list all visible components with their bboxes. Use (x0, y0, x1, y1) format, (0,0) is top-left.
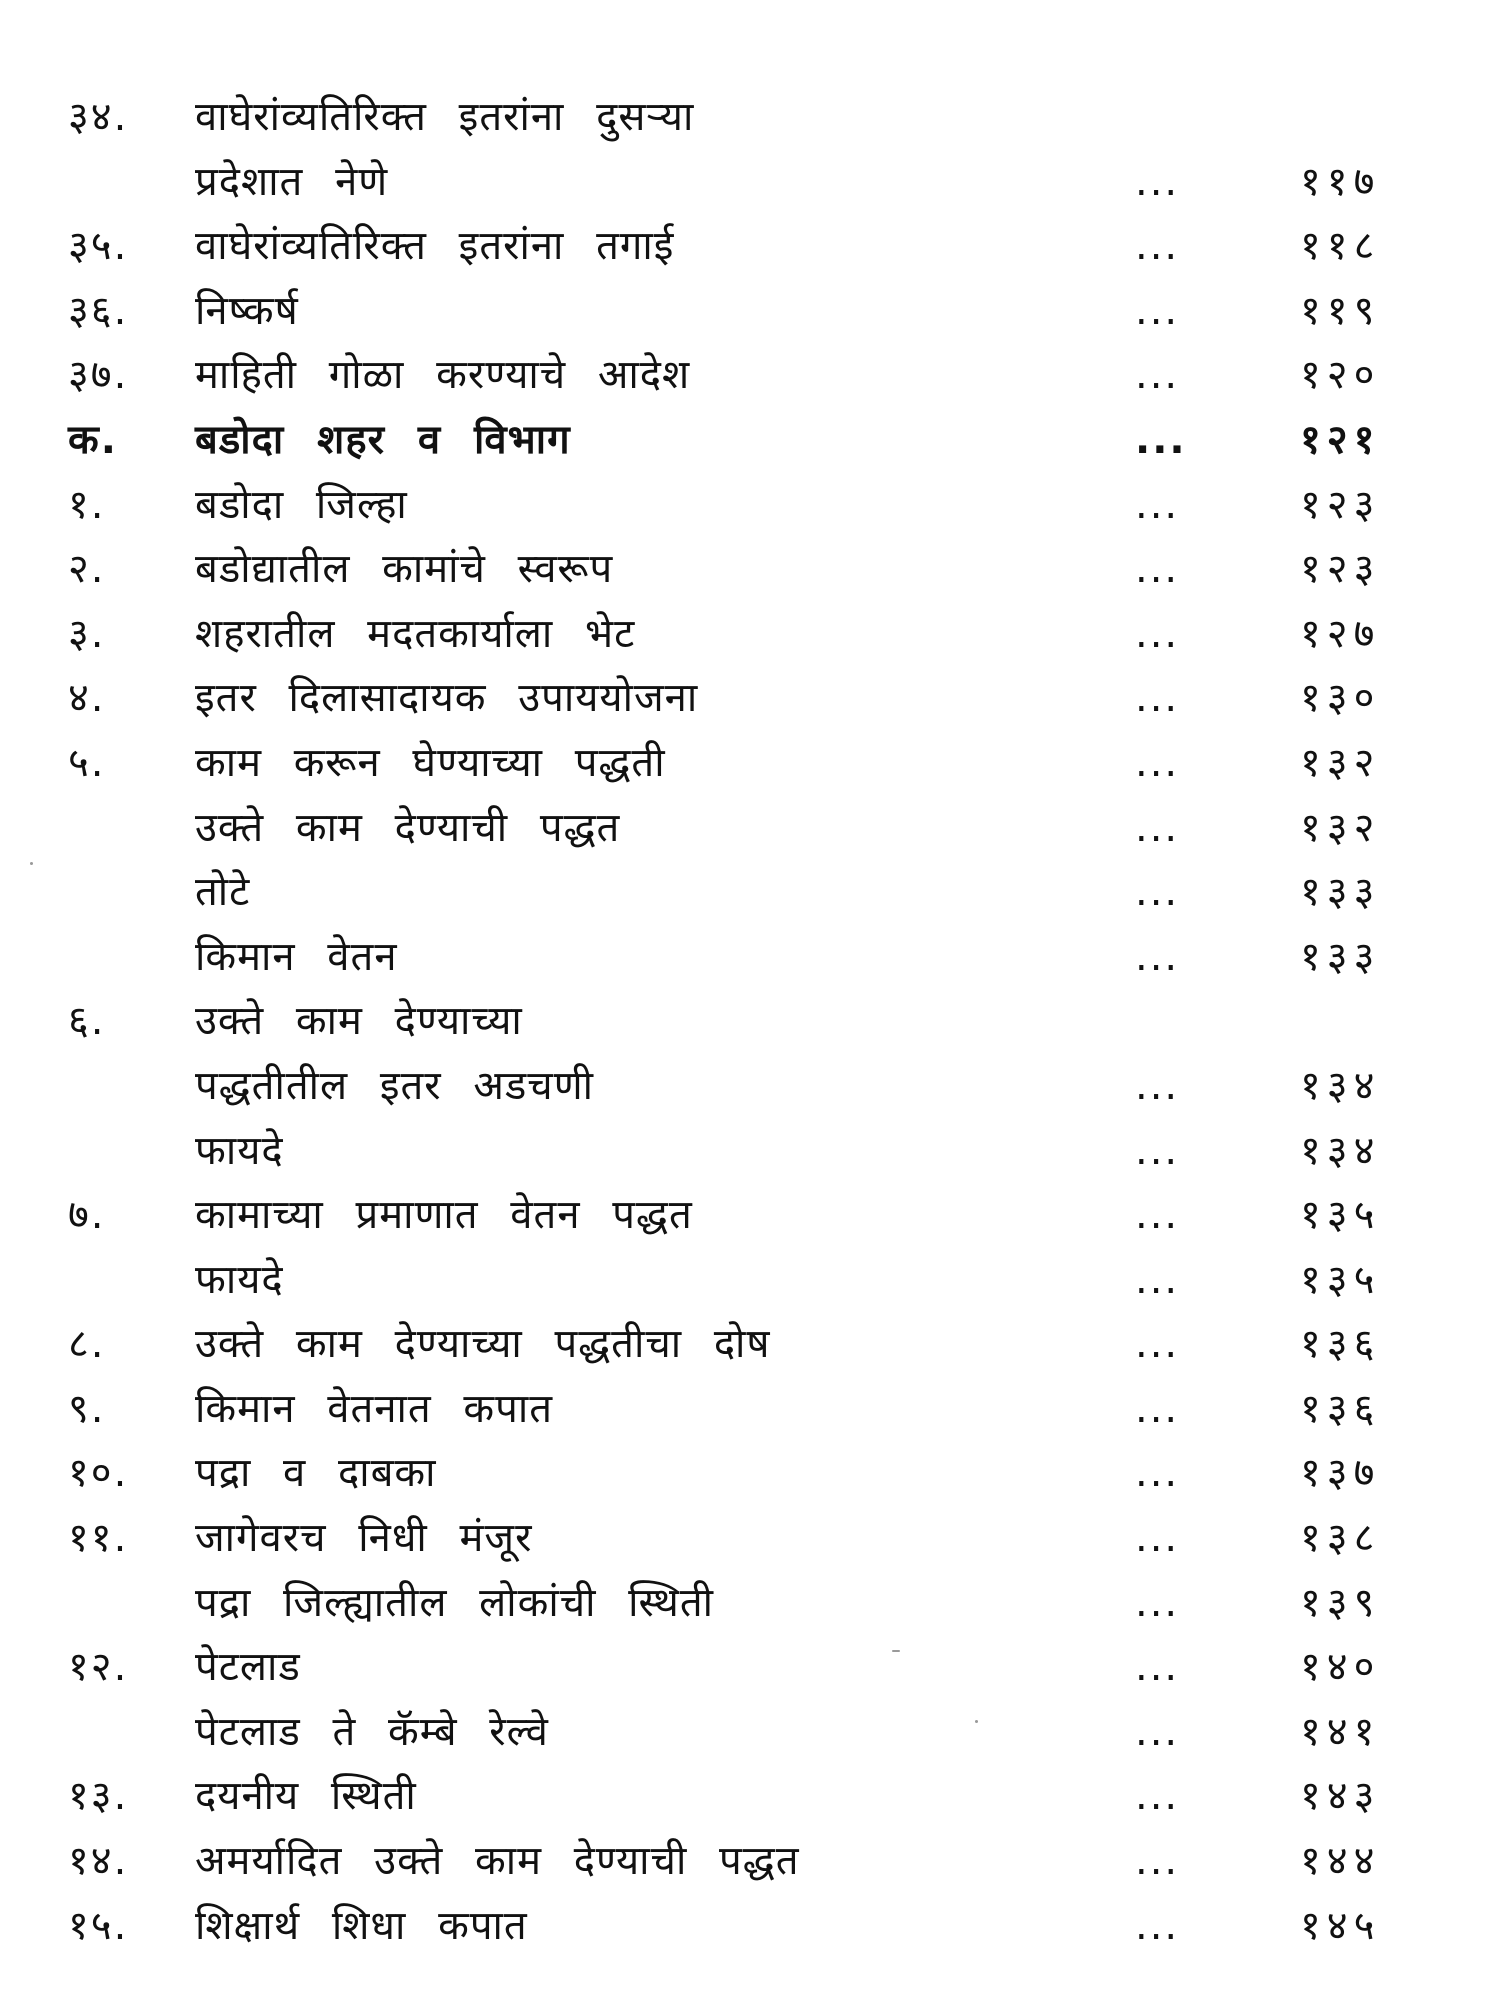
entry-page-number: १३२ (1300, 739, 1381, 786)
entry-number: ३५. (68, 223, 129, 270)
toc-entry (0, 214, 1500, 279)
entry-title: पद्धतीतील इतर अडचणी (195, 1062, 594, 1109)
toc-entry (0, 1312, 1500, 1377)
entry-page-number: १३३ (1300, 869, 1381, 916)
scan-speck (975, 1720, 978, 1723)
toc-entry (0, 343, 1500, 408)
entry-number: ३. (68, 610, 106, 657)
toc-entry (0, 1377, 1500, 1442)
entry-leader-dots: ... (1135, 158, 1180, 205)
entry-page-number: १२७ (1300, 610, 1381, 657)
entry-leader-dots: ... (1135, 1321, 1180, 1368)
entry-number: ११. (68, 1515, 129, 1562)
entry-leader-dots: ... (1135, 1644, 1180, 1691)
entry-title: किमान वेतनात कपात (195, 1385, 553, 1432)
entry-leader-dots: ... (1135, 1708, 1180, 1755)
entry-page-number: ११९ (1300, 287, 1381, 334)
entry-page-number: १३४ (1300, 1127, 1381, 1174)
entry-leader-dots: ... (1135, 546, 1180, 593)
entry-title: उक्ते काम देण्याच्या (195, 998, 523, 1045)
entry-number: ३६. (68, 287, 129, 334)
entry-title: किमान वेतन (195, 933, 398, 980)
entry-leader-dots: ... (1135, 804, 1180, 851)
entry-leader-dots: ... (1135, 287, 1180, 334)
entry-leader-dots: ... (1135, 1192, 1180, 1239)
entry-page-number: १२१ (1300, 416, 1381, 463)
entry-number: १. (68, 481, 106, 528)
entry-title: पद्रा जिल्ह्यातील लोकांची स्थिती (195, 1579, 715, 1626)
entry-title: पेटलाड (195, 1644, 301, 1691)
entry-title: शिक्षार्थ शिधा कपात (195, 1902, 528, 1949)
entry-page-number: ११७ (1300, 158, 1381, 205)
entry-leader-dots: ... (1135, 1256, 1180, 1303)
toc-entry (0, 279, 1500, 344)
toc-entry (0, 989, 1500, 1054)
entry-number: क. (68, 416, 118, 463)
entry-title: दयनीय स्थिती (195, 1773, 417, 1820)
toc-entry (0, 1441, 1500, 1506)
toc-entry (0, 602, 1500, 667)
toc-entry (0, 1054, 1500, 1119)
entry-leader-dots: ... (1135, 675, 1180, 722)
entry-number: ९. (68, 1385, 106, 1432)
toc-entry (0, 85, 1500, 150)
toc-entry (0, 537, 1500, 602)
toc-entry (0, 1700, 1500, 1765)
entry-leader-dots: ... (1135, 481, 1180, 528)
toc-entry (0, 1183, 1500, 1248)
entry-title: वाघेरांव्यतिरिक्त इतरांना दुसऱ्या (195, 94, 695, 140)
entry-title: काम करून घेण्याच्या पद्धती (195, 739, 666, 786)
entry-number: ३४. (68, 94, 129, 140)
toc-entry (0, 408, 1500, 473)
entry-number: १५. (68, 1902, 129, 1949)
toc-entry (0, 1764, 1500, 1829)
entry-leader-dots: ... (1135, 1773, 1180, 1820)
entry-page-number: १३६ (1300, 1385, 1381, 1432)
toc-entry (0, 150, 1500, 215)
scan-speck (892, 1650, 900, 1652)
entry-page-number: १३५ (1300, 1192, 1381, 1239)
entry-leader-dots: ... (1135, 416, 1187, 463)
toc-entry (0, 1571, 1500, 1636)
entry-number: १३. (68, 1773, 129, 1820)
toc-entry (0, 1506, 1500, 1571)
entry-title: जागेवरच निधी मंजूर (195, 1515, 533, 1562)
entry-number: ७. (68, 1192, 106, 1239)
entry-leader-dots: ... (1135, 739, 1180, 786)
entry-page-number: १४० (1300, 1644, 1381, 1691)
entry-title: उक्ते काम देण्याच्या पद्धतीचा दोष (195, 1321, 771, 1368)
entry-title: फायदे (195, 1127, 284, 1174)
toc-entry (0, 796, 1500, 861)
toc-entry (0, 925, 1500, 990)
entry-number: ८. (68, 1321, 106, 1368)
entry-leader-dots: ... (1135, 1385, 1180, 1432)
entry-title: अमर्यादित उक्ते काम देण्याची पद्धत (195, 1838, 800, 1885)
entry-number: १०. (68, 1450, 129, 1497)
entry-page-number: १२३ (1300, 481, 1381, 528)
entry-page-number: १२० (1300, 352, 1381, 399)
entry-page-number: १३३ (1300, 933, 1381, 980)
toc-entry (0, 860, 1500, 925)
entry-title: बडोदा शहर व विभाग (195, 416, 571, 463)
entry-page-number: १३५ (1300, 1256, 1381, 1303)
entry-leader-dots: ... (1135, 1127, 1180, 1174)
toc-entry (0, 1119, 1500, 1184)
entry-page-number: १३८ (1300, 1515, 1381, 1562)
entry-page-number: ११८ (1300, 223, 1381, 270)
toc-entry (0, 666, 1500, 731)
entry-page-number: १३९ (1300, 1579, 1381, 1626)
entry-title: उक्ते काम देण्याची पद्धत (195, 804, 621, 851)
toc-entry (0, 1894, 1500, 1959)
entry-page-number: १३६ (1300, 1321, 1381, 1368)
entry-leader-dots: ... (1135, 869, 1180, 916)
entry-number: ४. (68, 675, 106, 722)
entry-page-number: १४१ (1300, 1708, 1381, 1755)
entry-title: तोटे (195, 869, 251, 916)
entry-title: वाघेरांव्यतिरिक्त इतरांना तगाई (195, 223, 675, 270)
toc-entry (0, 1829, 1500, 1894)
entry-leader-dots: ... (1135, 610, 1180, 657)
entry-page-number: १३७ (1300, 1450, 1381, 1497)
entry-title: कामाच्या प्रमाणात वेतन पद्धत (195, 1192, 693, 1239)
entry-title: बडोद्यातील कामांचे स्वरूप (195, 546, 614, 593)
entry-number: ५. (68, 739, 106, 786)
entry-number: ६. (68, 998, 106, 1045)
toc-entry (0, 731, 1500, 796)
entry-number: २. (68, 546, 106, 593)
entry-number: १४. (68, 1838, 129, 1885)
entry-title: पद्रा व दाबका (195, 1450, 437, 1497)
toc-entry (0, 1248, 1500, 1313)
entry-page-number: १३२ (1300, 804, 1381, 851)
entry-title: शहरातील मदतकार्याला भेट (195, 610, 636, 657)
entry-title: निष्कर्ष (195, 287, 299, 334)
table-of-contents (0, 85, 1500, 1958)
entry-leader-dots: ... (1135, 933, 1180, 980)
entry-leader-dots: ... (1135, 1062, 1180, 1109)
toc-entry (0, 1635, 1500, 1700)
entry-number: ३७. (68, 352, 129, 399)
entry-leader-dots: ... (1135, 1579, 1180, 1626)
entry-page-number: १३० (1300, 675, 1381, 722)
entry-title: इतर दिलासादायक उपाययोजना (195, 675, 699, 722)
toc-entry (0, 473, 1500, 538)
entry-title: फायदे (195, 1256, 284, 1303)
entry-title: पेटलाड ते कॅम्बे रेल्वे (195, 1708, 549, 1755)
entry-page-number: १४५ (1300, 1902, 1381, 1949)
entry-title: बडोदा जिल्हा (195, 481, 408, 528)
entry-title: माहिती गोळा करण्याचे आदेश (195, 352, 691, 399)
entry-page-number: १३४ (1300, 1062, 1381, 1109)
entry-leader-dots: ... (1135, 1902, 1180, 1949)
entry-page-number: १२३ (1300, 546, 1381, 593)
entry-number: १२. (68, 1644, 129, 1691)
entry-title: प्रदेशात नेणे (195, 158, 389, 205)
entry-leader-dots: ... (1135, 223, 1180, 270)
entry-leader-dots: ... (1135, 1838, 1180, 1885)
entry-leader-dots: ... (1135, 352, 1180, 399)
entry-leader-dots: ... (1135, 1450, 1180, 1497)
scan-speck (30, 862, 33, 865)
entry-leader-dots: ... (1135, 1515, 1180, 1562)
entry-page-number: १४३ (1300, 1773, 1381, 1820)
entry-page-number: १४४ (1300, 1838, 1381, 1885)
